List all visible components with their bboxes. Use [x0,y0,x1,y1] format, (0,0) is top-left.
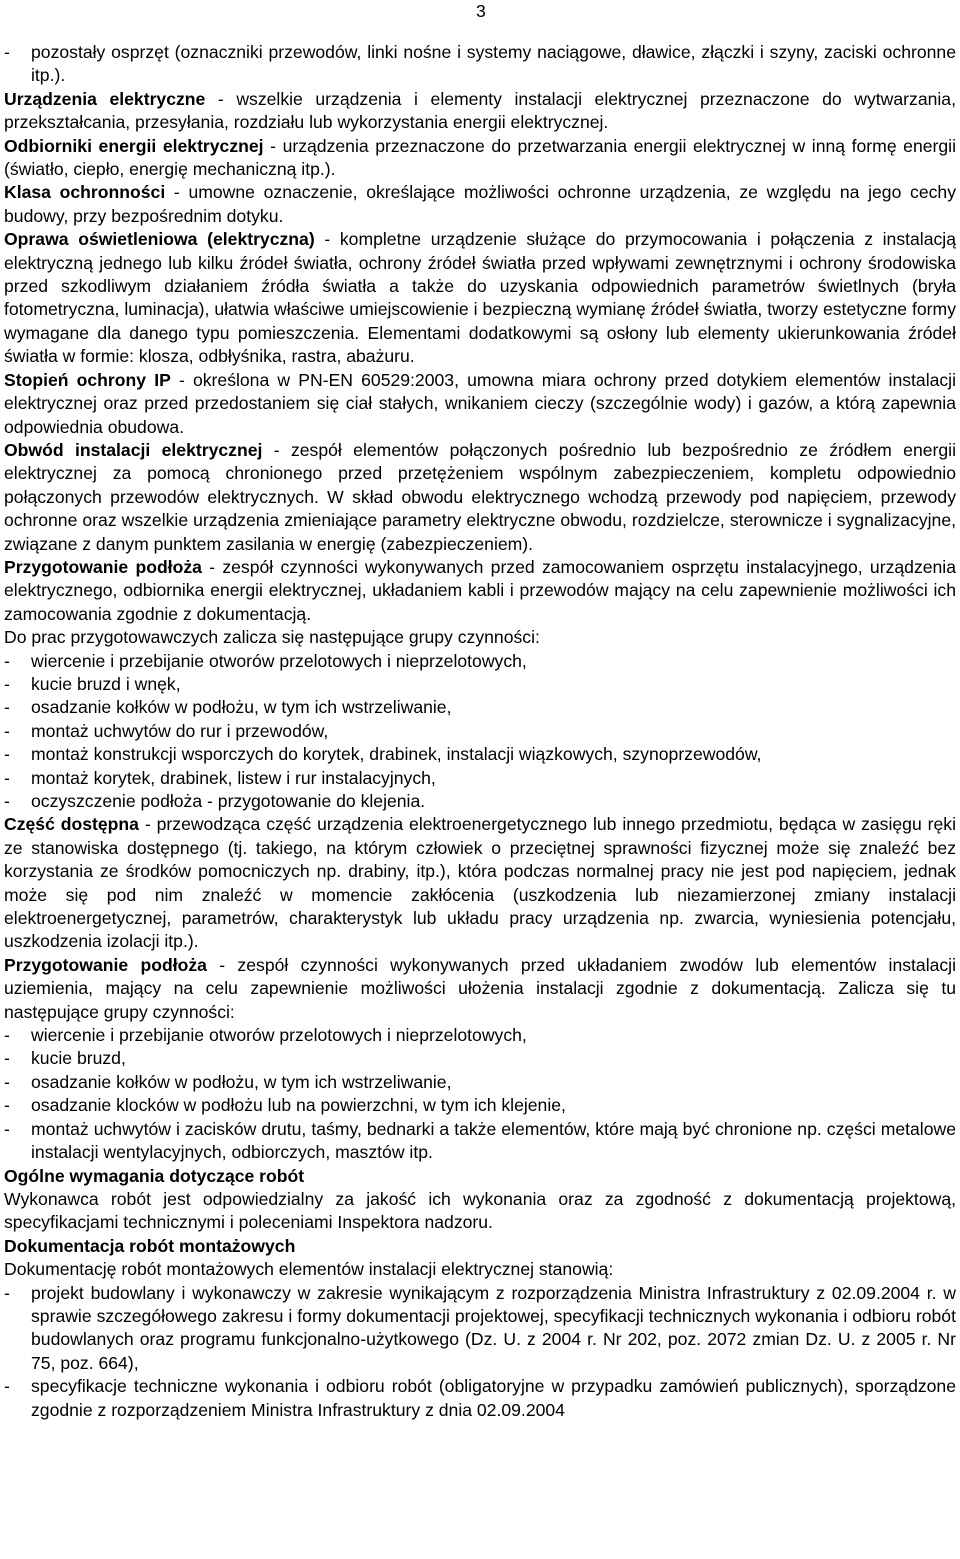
definition-surface-preparation [4,556,956,626]
documentation-list [4,1282,956,1422]
list-item: - montaż uchwytów i zacisków drutu, taśmy, bednarki a także elementów, które mają być chronione np. części metalowe instalacji wentylacyjnych, odbiorczych, masztów itp. [4,1118,956,1165]
section-intro-documentation: Dokumentację robót montażowych elementów instalacji elektrycznej stanowią: [4,1259,614,1280]
prep-list [4,650,956,814]
definition-term: Odbiorniki energii elektrycznej [4,135,264,156]
definitions-block-2 [4,813,956,1024]
prep-intro: Do prac przygotowawczych zalicza się następujące grupy czynności: [4,627,540,648]
list-item: - montaż korytek, drabinek, listew i rur instalacyjnych, [4,767,956,790]
section-text-general-requirements: Wykonawca robót jest odpowiedzialny za jakość ich wykonania oraz za zgodność z dokumentacją projektową, specyfikacjami technicznymi i poleceniami Inspektora nadzoru. [4,1188,956,1233]
definition-text: - przewodząca część urządzenia elektroenergetycznego lub innego przedmiotu, będąca w zasięgu ręki ze stanowiska dostępnego (tj. takiego, na którym człowiek o przeciętnej sprawności fizycznej może się znaleźć bez korzystania ze środków pomocniczych np. drabiny, itp.), która podczas normalnej pracy nie jest pod napięciem, jednak może się pod nim znaleźć w momencie zakłócenia (uszkodzenia lub niezamierzonej zmiany instalacji elektroenergetycznej, parametrów, charakterystyk lub układu pracy urządzenia np. zwarcia, wyniesienia potencjału, uszkodzenia izolacji itp.). [4,814,956,952]
definition-term: Przygotowanie podłoża [4,954,207,975]
definition-term: Klasa ochronności [4,182,166,203]
list-item-remaining-fittings: - pozostały osprzęt (oznaczniki przewodów, linki nośne i systemy naciągowe, dławice, złączki i szyny, zaciski ochronne itp.). [4,41,956,88]
definition-protection-class [4,181,956,228]
definition-circuit [4,439,956,556]
definition-text: - kompletne urządzenie służące do przymocowania i połączenia z instalacją elektryczną jednego lub kilku źródeł światła, ochrony źródeł światła przed wpływami zewnętrznymi i ochrony środowiska przed szkodliwym działaniem źródła światła a także do uzyskania odpowiednich parametrów świetlnych (bryła fotometryczna, luminacja), ułatwia właściwe umiejscowienie i bezpieczną wymianę źródeł światła, tworzy estetyczne formy wymagane dla danego typu pomieszczenia. Elementami dodatkowymi są osłony lub elementy ukierunkowania źródeł światła w formie: klosza, odbłyśnika, rastra, abażuru. [4,229,956,367]
definition-text: - zespół elementów połączonych pośrednio lub bezpośrednio ze źródłem energii elektrycznej za pomocą chronionego przed przetężeniem wspólnym zabezpieczeniem, kompletu odpowiednio połączonych przewodów elektrycznych. W skład obwodu elektrycznego wchodzą przewody pod napięciem, przewody ochronne oraz wszelkie urządzenia zmieniające parametry elektryczne obwodu, rozdzielcze, sterownicze i sygnalizacyjne, związane z danym punktem zasilania w energię (zabezpieczeniem). [4,439,956,554]
definition-earthing-preparation [4,954,956,1024]
list-item: - osadzanie klocków w podłożu lub na powierzchni, w tym ich klejenie, [4,1094,956,1117]
list-item: - wiercenie i przebijanie otworów przelotowych i nieprzelotowych, [4,1024,956,1047]
document-page [4,0,956,1422]
definition-luminaire [4,228,956,368]
list-item: - oczyszczenie podłoża - przygotowanie do klejenia. [4,790,956,813]
definition-ip-rating [4,369,956,439]
list-item: - osadzanie kołków w podłożu, w tym ich wstrzeliwanie, [4,1071,956,1094]
document-body [4,0,956,1422]
list-item: - osadzanie kołków w podłożu, w tym ich wstrzeliwanie, [4,696,956,719]
definition-term: Obwód instalacji elektrycznej [4,439,263,460]
definition-text: - wszelkie urządzenia i elementy instalacji elektrycznej przeznaczone do wytwarzania, przekształcania, przesyłania, rozdziału lub wykorzystania energii elektrycznej. [4,88,956,133]
definition-term: Oprawa oświetleniowa (elektryczna) [4,229,315,250]
definition-energy-receivers [4,135,956,182]
definition-text: - określona w PN-EN 60529:2003, umowna miara ochrony przed dotykiem elementów instalacji elektrycznej oraz przed przedostaniem się ciał stałych, wnikaniem cieczy (szczególnie wody) i gazów, a którą zapewnia odpowiednia obudowa. [4,369,957,437]
section-heading-documentation: Dokumentacja robót montażowych [4,1235,296,1256]
definition-text: - zespół czynności wykonywanych przed układaniem zwodów lub elementów instalacji uziemienia, mający na celu zapewnienie możliwości ułożenia instalacji zgodnie z dokumentacją. Zalicza się tu następujące grupy czynności: [4,954,957,1022]
definition-accessible-part [4,813,956,953]
list-item: - kucie bruzd, [4,1047,956,1070]
definition-text: - zespół czynności wykonywanych przed zamocowaniem osprzętu instalacyjnego, urządzenia elektrycznego, odbiornika energii elektrycznej, układaniem kabli i przewodów mający na celu zapewnienie możliwości ich zamocowania zgodnie z dokumentacją. [4,556,956,624]
page-number: 3 [476,1,486,21]
list-item: - wiercenie i przebijanie otworów przelotowych i nieprzelotowych, [4,650,956,673]
list-item: - specyfikacje techniczne wykonania i odbioru robót (obligatoryjne w przypadku zamówień publicznych), sporządzone zgodnie z rozporządzeniem Ministra Infrastruktury z dnia 02.09.2004 [4,1375,956,1422]
earthing-list [4,1024,956,1164]
definition-text: - umowne oznaczenie, określające możliwości ochronne urządzenia, ze względu na jego cechy budowy, przy bezpośrednim dotyku. [4,182,956,226]
list-item: - montaż konstrukcji wsporczych do korytek, drabinek, instalacji wiązkowych, szynoprzewodów, [4,743,956,766]
definition-term: Część dostępna [4,814,139,835]
definition-term: Przygotowanie podłoża [4,556,202,577]
section-heading-general-requirements: Ogólne wymagania dotyczące robót [4,1165,305,1186]
definition-electrical-devices [4,88,956,135]
list-item: - kucie bruzd i wnęk, [4,673,956,696]
list-item: - projekt budowlany i wykonawczy w zakresie wynikającym z rozporządzenia Ministra Infrastruktury z 02.09.2004 r. w sprawie szczegółowego zakresu i formy dokumentacji projektowej, specyfikacji technicznych wykonania i odbioru robót budowlanych oraz programu funkcjonalno-użytkowego (Dz. U. z 2004 r. Nr 202, poz. 2072 zmian Dz. U. z 2005 r. Nr 75, poz. 664), [4,1282,956,1376]
definition-term: Urządzenia elektryczne [4,88,206,109]
definition-text: - urządzenia przeznaczone do przetwarzania energii elektrycznej w inną formę energii (światło, ciepło, energię mechaniczną itp.). [4,135,956,180]
definitions-block-1 [4,88,956,626]
list-item: - montaż uchwytów do rur i przewodów, [4,720,956,743]
definition-term: Stopień ochrony IP [4,369,171,390]
